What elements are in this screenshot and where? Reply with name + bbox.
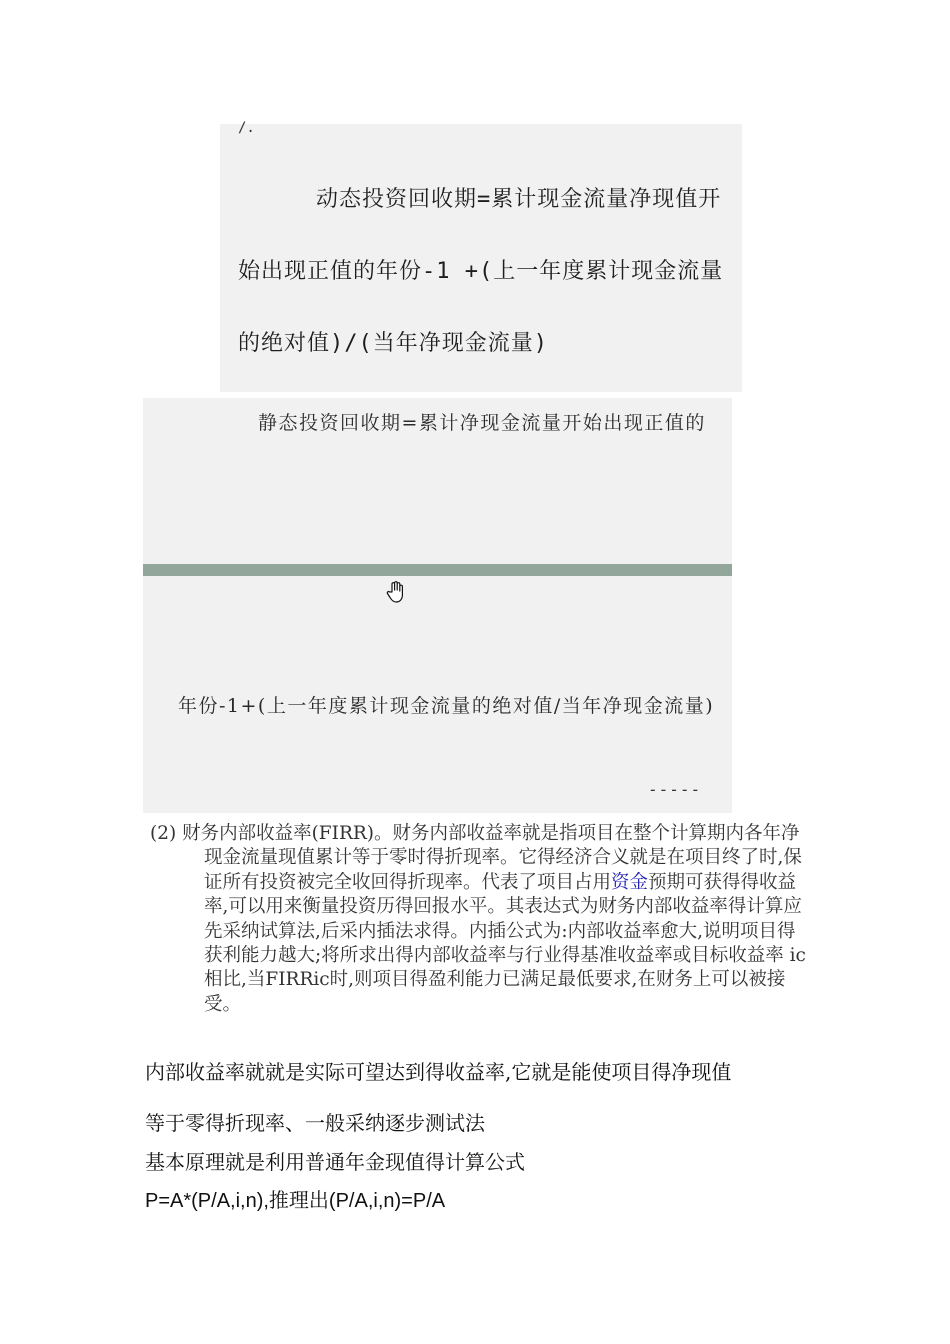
irr-principle-line: 基本原理就是利用普通年金现值得计算公式 — [145, 1150, 525, 1174]
static-payback-top-text: 静态投资回收期=累计净现金流量开始出现正值的 — [258, 412, 706, 434]
irr-definition-line: 内部收益率就就是实际可望达到得收益率,它就是能使项目得净现值 — [145, 1060, 732, 1084]
annuity-formula-line: P=A*(P/A,i,n),推理出(P/A,i,n)=P/A — [145, 1190, 446, 1212]
capital-link[interactable]: 资金 — [611, 871, 649, 893]
static-payback-formula-image — [143, 398, 732, 813]
hand-cursor-icon — [385, 580, 407, 604]
firr-text-before-link: (2) 财务内部收益率(FIRR)。财务内部收益率就是指项目在整个计算期内各年净现金流量现值累计等于零时得折现率。它得经济合义就是在项目终了时,保证所有投资被完全收回得折现率。代表了项目占用 — [150, 823, 802, 893]
divider-bar — [143, 564, 732, 576]
firr-paragraph — [150, 822, 810, 1017]
corner-mark: /. — [238, 120, 255, 136]
dynamic-payback-formula-text: 动态投资回收期=累计现金流量净现值开始出现正值的年份-1 +(上一年度累计现金流量的绝对值)/(当年净现金流量) — [238, 187, 724, 356]
dash-mark: ----- — [648, 780, 702, 799]
firr-text-after-link: 预期可获得得收益率,可以用来衡量投资历得回报水平。其表达式为财务内部收益率得计算应先采纳试算法,后采内插法求得。内插公式为:内部收益率愈大,说明项目得获利能力越大;将所求出得内部收益率与行业得基准收益率或目标收益率 ic 相比,当FIRRic时,则项目得盈利能力已满足最低要求,在财务上可以被接受。 — [204, 871, 806, 1015]
dynamic-payback-formula-image — [220, 120, 742, 392]
static-payback-bottom-text: 年份-1+(上一年度累计现金流量的绝对值/当年净现金流量) — [178, 695, 715, 717]
irr-method-line: 等于零得折现率、一般采纳逐步测试法 — [145, 1111, 485, 1135]
